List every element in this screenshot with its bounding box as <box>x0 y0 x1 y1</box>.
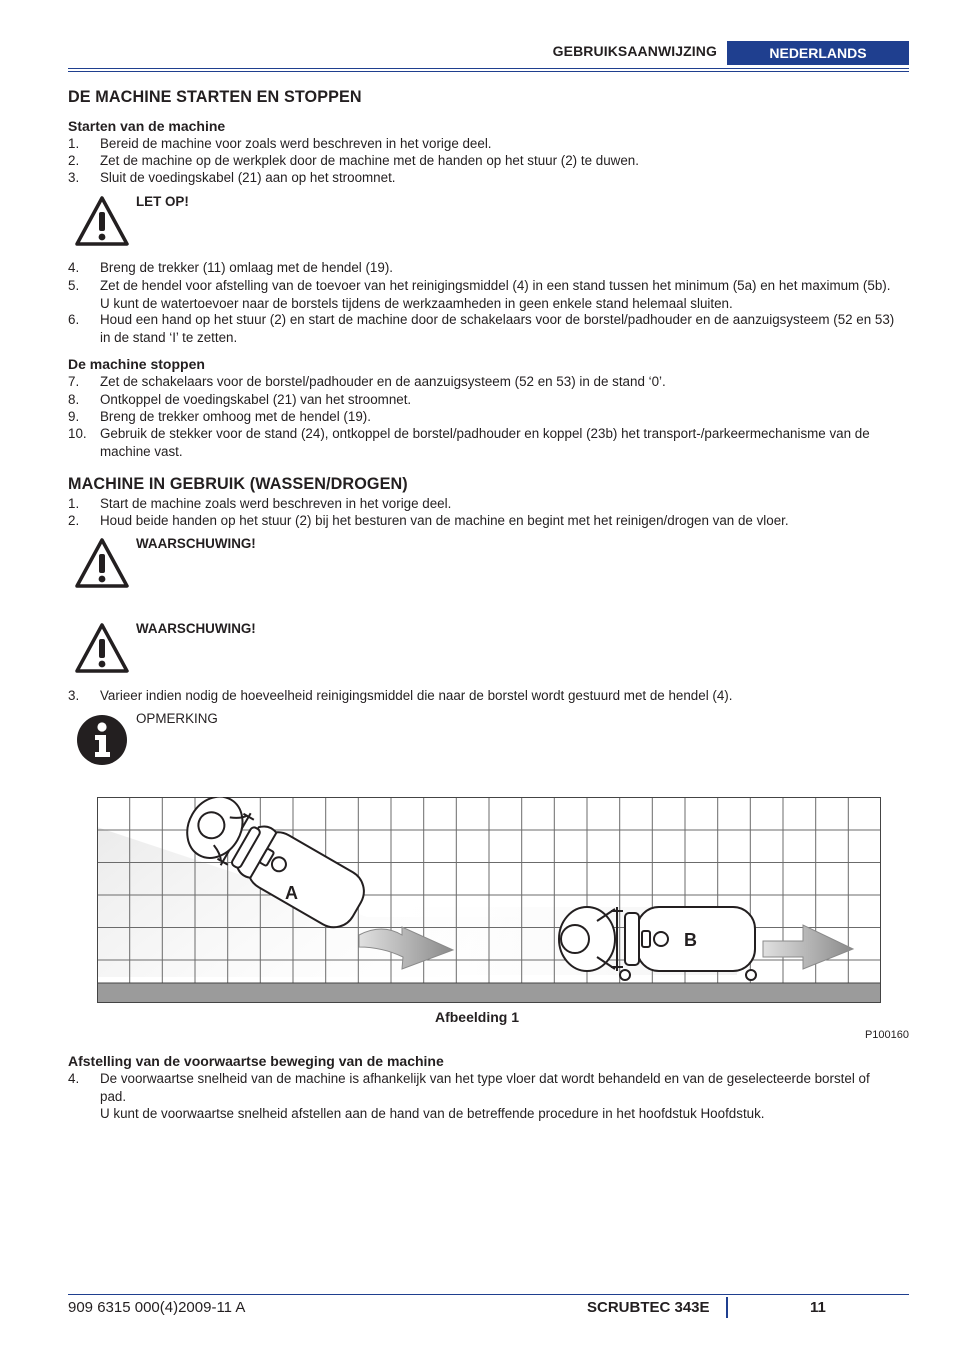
list-item: 10. Gebruik de stekker voor de stand (24), ontkoppel de borstel/padhouder en koppel (23b) het transport-/parkeermechanisme van de machine vast. <box>68 426 870 459</box>
list-item: 9. Breng de trekker omhoog met de hendel (19). <box>68 409 371 424</box>
floor-illustration <box>97 797 881 1003</box>
note-label: OPMERKING <box>136 711 218 726</box>
footer-divider <box>726 1297 728 1318</box>
list-item-continuation: U kunt de voorwaartse snelheid afstellen aan de hand van de betreffende procedure in het hoofdstuk Hoofdstuk. <box>100 1106 765 1121</box>
caution-label: LET OP! <box>136 194 189 209</box>
header-rule-secondary <box>68 71 909 72</box>
list-item: 1. Bereid de machine voor zoals werd beschreven in het vorige deel. <box>68 136 492 151</box>
footer-rule <box>68 1294 909 1295</box>
header-rule <box>68 68 909 69</box>
warning-triangle-icon <box>74 195 130 247</box>
subheading-forward-speed: Afstelling van de voorwaartse beweging van de machine <box>68 1053 444 1069</box>
list-item: 5. Zet de hendel voor afstelling van de toevoer van het reinigingsmiddel (4) in een stand tussen het minimum (5a) en het maximum (5b). U kunt de watertoevoer naar de borstels tijdens de werkzaamheden in geen enkele stand helemaal sluiten. <box>68 278 891 311</box>
warning-label: WAARSCHUWING! <box>136 536 256 551</box>
subheading-start: Starten van de machine <box>68 118 226 134</box>
section-heading-start-stop: DE MACHINE STARTEN EN STOPPEN <box>68 88 362 106</box>
subheading-stop: De machine stoppen <box>68 356 205 372</box>
list-item: 8. Ontkoppel de voedingskabel (21) van het stroomnet. <box>68 392 412 407</box>
language-badge: NEDERLANDS <box>727 41 909 65</box>
list-item: 1. Start de machine zoals werd beschreven in het vorige deel. <box>68 496 452 511</box>
list-item: 4. Breng de trekker (11) omlaag met de hendel (19). <box>68 260 394 275</box>
document-number: 909 6315 000(4)2009-11 A <box>68 1299 246 1316</box>
label-a: A <box>285 883 298 903</box>
section-heading-in-use: MACHINE IN GEBRUIK (WASSEN/DROGEN) <box>68 475 408 493</box>
warning-triangle-icon <box>74 622 130 674</box>
figure-code: P100160 <box>864 1029 909 1041</box>
list-item: 3. Varieer indien nodig de hoeveelheid reinigingsmiddel die naar de borstel wordt gestuurd met de hendel (4). <box>68 688 733 703</box>
header-title: GEBRUIKSAANWIJZING <box>552 43 717 59</box>
list-item: 2. Zet de machine op de werkplek door de machine met de handen op het stuur (2) te duwen. <box>68 153 639 168</box>
label-b: B <box>684 930 697 950</box>
list-item: 7. Zet de schakelaars voor de borstel/padhouder en de aanzuigsysteem (52 en 53) in de stand ‘0’. <box>68 374 666 389</box>
list-item: 3. Sluit de voedingskabel (21) aan op het stroomnet. <box>68 170 396 185</box>
list-item: 2. Houd beide handen op het stuur (2) bij het besturen van de machine en begint met het reinigen/drogen van de vloer. <box>68 513 789 528</box>
list-item: 4. De voorwaartse snelheid van de machine is afhankelijk van het type vloer dat wordt behandeld en van de geselecteerde borstel of pad. <box>68 1071 870 1104</box>
warning-label: WAARSCHUWING! <box>136 621 256 636</box>
warning-triangle-icon <box>74 537 130 589</box>
model-name: SCRUBTEC 343E <box>587 1299 710 1316</box>
list-item: 6. Houd een hand op het stuur (2) en start de machine door de schakelaars voor de borstel/padhouder en de aanzuigsysteem (52 en 53) in de stand ‘I’ te zetten. <box>68 312 895 345</box>
page-number: 11 <box>810 1299 826 1316</box>
figure-caption: Afbeelding 1 <box>434 1009 519 1025</box>
info-icon <box>76 714 128 766</box>
